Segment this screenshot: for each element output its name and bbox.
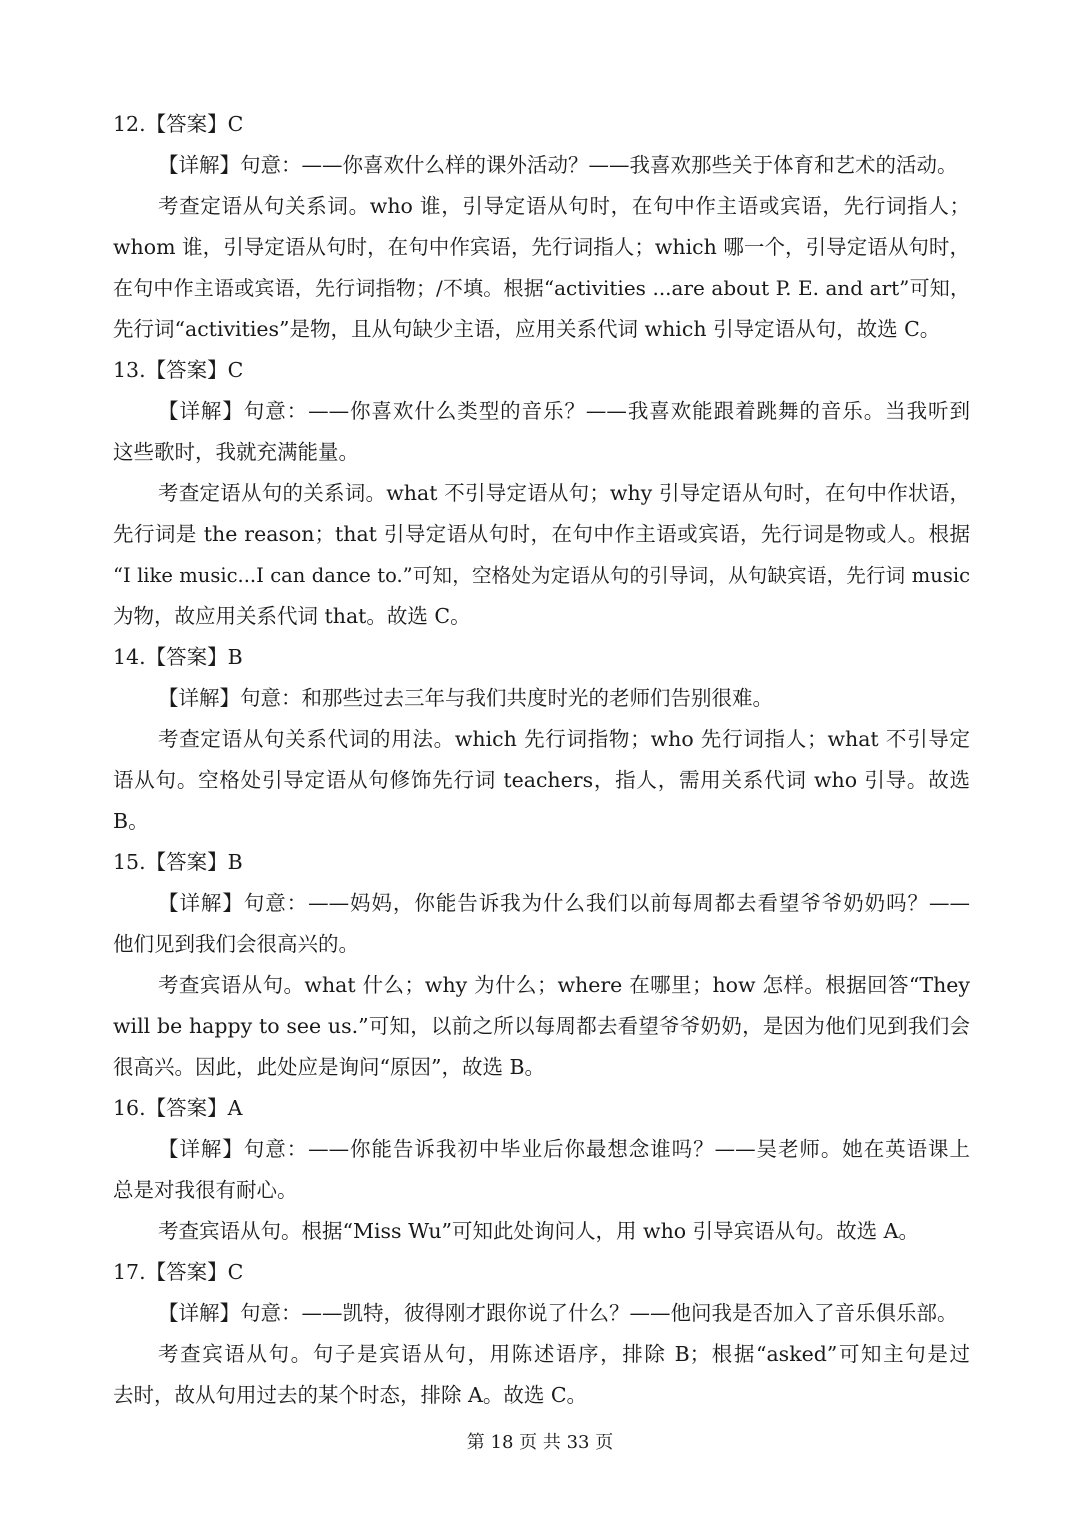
explanation-line: whom 谁，引导定语从句时，在句中作宾语，先行词指人；which 哪一个，引导定语从句时，: [113, 235, 970, 259]
explanation-meaning-15: 【详解】句意：——妈妈，你能告诉我为什么我们以前每周都去看望爷爷奶奶吗？——: [158, 891, 970, 915]
explanation-meaning-14: 【详解】句意：和那些过去三年与我们共度时光的老师们告别很难。: [158, 686, 773, 710]
explanation-line: 考查宾语从句。根据“Miss Wu”可知此处询问人，用 who 引导宾语从句。故选 A。: [158, 1219, 919, 1243]
answer-heading-16: 16.【答案】A: [113, 1096, 243, 1120]
explanation-line: 去时，故从句用过去的某个时态，排除 A。故选 C。: [113, 1383, 588, 1407]
explanation-line: 为物，故应用关系代词 that。故选 C。: [113, 604, 471, 628]
answer-heading-13: 13.【答案】C: [113, 358, 244, 382]
explanation-line: “I like music...I can dance to.”可知，空格处为定语从句的引导词，从句缺宾语，先行词 music: [113, 564, 970, 587]
explanation-meaning-16: 【详解】句意：——你能告诉我初中毕业后你最想念谁吗？——吴老师。她在英语课上: [158, 1137, 970, 1161]
explanation-line: 这些歌时，我就充满能量。: [113, 440, 359, 464]
explanation-line: 先行词“activities”是物，且从句缺少主语，应用关系代词 which 引导定语从句，故选 C。: [113, 317, 941, 341]
answer-heading-17: 17.【答案】C: [113, 1260, 244, 1284]
document-body: [113, 104, 970, 1416]
answer-heading-14: 14.【答案】B: [113, 645, 243, 669]
explanation-line: 考查定语从句关系词。who 谁，引导定语从句时，在句中作主语或宾语，先行词指人；: [158, 194, 970, 218]
explanation-line: 考查定语从句的关系词。what 不引导定语从句；why 引导定语从句时，在句中作状语，: [158, 481, 970, 505]
explanation-line: 总是对我很有耐心。: [113, 1178, 298, 1202]
answer-heading-12: 12.【答案】C: [113, 112, 244, 136]
page-number-footer: 第 18 页 共 33 页: [466, 1432, 614, 1453]
explanation-meaning-13: 【详解】句意：——你喜欢什么类型的音乐？——我喜欢能跟着跳舞的音乐。当我听到: [158, 399, 970, 423]
explanation-meaning-17: 【详解】句意：——凯特，彼得刚才跟你说了什么？——他问我是否加入了音乐俱乐部。: [158, 1301, 958, 1325]
explanation-meaning-12: 【详解】句意：——你喜欢什么样的课外活动？——我喜欢那些关于体育和艺术的活动。: [158, 153, 958, 177]
explanation-line: 考查宾语从句。what 什么；why 为什么；where 在哪里；how 怎样。根据回答“They: [158, 973, 970, 997]
explanation-line: 很高兴。因此，此处应是询问“原因”，故选 B。: [113, 1055, 546, 1079]
explanation-line: B。: [113, 809, 149, 833]
explanation-line: 他们见到我们会很高兴的。: [113, 932, 359, 956]
answer-heading-15: 15.【答案】B: [113, 850, 243, 874]
explanation-line: 先行词是 the reason；that 引导定语从句时，在句中作主语或宾语，先行词是物或人。根据: [113, 522, 970, 546]
explanation-line: 语从句。空格处引导定语从句修饰先行词 teachers，指人，需用关系代词 who 引导。故选: [113, 768, 970, 792]
explanation-line: 在句中作主语或宾语，先行词指物；/不填。根据“activities ...are about P. E. and art”可知，: [113, 276, 970, 300]
explanation-line: will be happy to see us.”可知，以前之所以每周都去看望爷爷奶奶，是因为他们见到我们会: [113, 1014, 970, 1038]
explanation-line: 考查宾语从句。句子是宾语从句，用陈述语序，排除 B；根据“asked”可知主句是过: [158, 1342, 970, 1366]
explanation-line: 考查定语从句关系代词的用法。which 先行词指物；who 先行词指人；what 不引导定: [158, 727, 970, 751]
